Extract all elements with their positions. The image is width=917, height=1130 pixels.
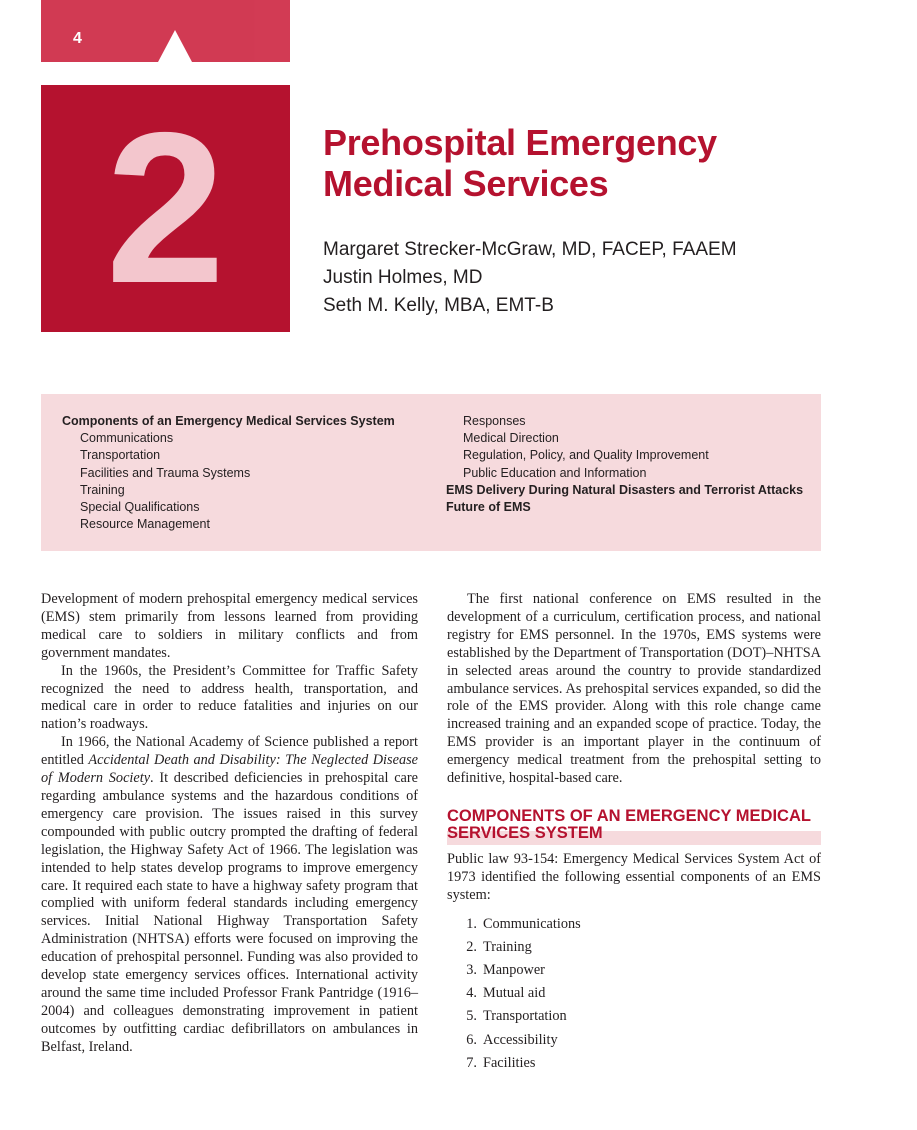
- section-heading-line-2: SERVICES SYSTEM: [447, 823, 603, 842]
- paragraph: The first national conference on EMS resulted in the development of a curriculum, certification process, and national registry for EMS personnel. In the 1970s, EMS systems were established by the Department of Transportation (DOT)–NHTSA in selected areas around the country to provide standardized ambulance services. As prehospital services expanded, so did the role of the EMS provider. Along with this role change came increased training and an expanded scope of practice. Today, the EMS provider is an important player in the continuum of emergency medical treatment from the prehospital setting to definitive, hospital-based care.: [447, 591, 821, 787]
- outline-item: Resource Management: [80, 517, 210, 532]
- section-heading: [447, 808, 821, 842]
- chapter-title-line-2: Medical Services: [323, 163, 609, 204]
- list-text: Accessibility: [483, 1031, 558, 1048]
- body-right-column: [447, 591, 821, 1075]
- list-number: 3.: [466, 962, 477, 979]
- list-number: 1.: [466, 915, 477, 932]
- list-item: [447, 913, 821, 936]
- chapter-title-line-1: Prehospital Emergency: [323, 122, 717, 163]
- author-1: Margaret Strecker-McGraw, MD, FACEP, FAAEM: [323, 239, 737, 260]
- outline-item: Training: [80, 482, 125, 497]
- report-title: Accidental Death and Disability: The Neglected Disease of Modern Society: [41, 752, 418, 787]
- components-list: [447, 913, 821, 1075]
- author-2: Justin Holmes, MD: [323, 267, 483, 288]
- outline-item: Special Qualifications: [80, 499, 200, 514]
- list-number: 2.: [466, 938, 477, 955]
- list-item: [447, 1029, 821, 1052]
- paragraph-text: In 1966, the National Academy of Science published a report entitled: [41, 734, 418, 769]
- list-item: [447, 982, 821, 1005]
- list-number: 4.: [466, 985, 477, 1002]
- outline-item: Transportation: [80, 448, 161, 463]
- paragraph-text: . It described deficiencies in prehospital care regarding ambulance systems and the hazardous conditions of emergency care provision. The issues raised in this survey compounded with public outcry prompted the drafting of federal legislation, the Highway Safety Act of 1966. The legislation was intended to help states develop programs to improve emergency care. It required each state to have a highway safety program that complied with uniform federal standards including emergency services. Initial National Highway Transportation Safety Administration (NHTSA) efforts were focused on improving the education of prehospital personnel. Funding was also provided to develop state emergency services offices. International activity around the same time included Professor Frank Pantridge (1916–2004) and colleagues demonstrating improvement in patient outcomes by outfitting cardiac defibrillators on ambulances in Belfast, Ireland.: [41, 770, 418, 1055]
- outline-heading: Components of an Emergency Medical Services System: [62, 414, 395, 428]
- triangle-marker-icon: [158, 30, 192, 62]
- outline-item: Medical Direction: [463, 431, 559, 446]
- list-item: [447, 936, 821, 959]
- list-text: Mutual aid: [483, 985, 546, 1002]
- outline-left-column: [62, 413, 395, 533]
- chapter-title: [323, 122, 717, 204]
- body-left-column: [41, 591, 418, 1057]
- list-text: Transportation: [483, 1008, 567, 1025]
- section-heading-line-1: COMPONENTS OF AN EMERGENCY MEDICAL: [447, 806, 811, 825]
- list-item: [447, 1052, 821, 1075]
- paragraph: [41, 734, 418, 1056]
- outline-heading: EMS Delivery During Natural Disasters and Terrorist Attacks: [446, 482, 804, 497]
- list-text: Communications: [483, 915, 581, 932]
- paragraph: Public law 93-154: Emergency Medical Services System Act of 1973 identified the following essential components of an EMS system:: [447, 850, 821, 903]
- list-number: 7.: [466, 1054, 477, 1071]
- list-number: 5.: [466, 1008, 477, 1025]
- list-text: Manpower: [483, 962, 545, 979]
- list-text: Facilities: [483, 1054, 536, 1071]
- paragraph: Development of modern prehospital emergency medical services (EMS) stem primarily from lessons learned from providing medical care to soldiers in military conflicts and from government mandates.: [41, 591, 418, 661]
- outline-right-column: [446, 413, 803, 516]
- list-item: [447, 959, 821, 982]
- outline-item: Responses: [463, 414, 526, 428]
- chapter-outline-box: [41, 394, 821, 551]
- list-number: 6.: [466, 1031, 477, 1048]
- author-3: Seth M. Kelly, MBA, EMT-B: [323, 295, 554, 316]
- outline-item: Communications: [80, 431, 174, 446]
- outline-item: Regulation, Policy, and Quality Improvement: [463, 448, 709, 463]
- outline-heading: Future of EMS: [446, 499, 531, 514]
- list-item: [447, 1005, 821, 1028]
- paragraph: In the 1960s, the President’s Committee for Traffic Safety recognized the need to address health, transportation, and medical care in order to reduce fatalities and injuries on our nation’s roadways.: [41, 662, 418, 733]
- chapter-number-block: [41, 85, 290, 332]
- page-number: 4: [73, 30, 82, 47]
- page-number-tab: [41, 0, 290, 62]
- author-list: [323, 236, 737, 320]
- outline-item: Public Education and Information: [463, 465, 647, 480]
- chapter-number: 2: [105, 87, 226, 328]
- list-text: Training: [483, 938, 532, 955]
- outline-item: Facilities and Trauma Systems: [80, 465, 251, 480]
